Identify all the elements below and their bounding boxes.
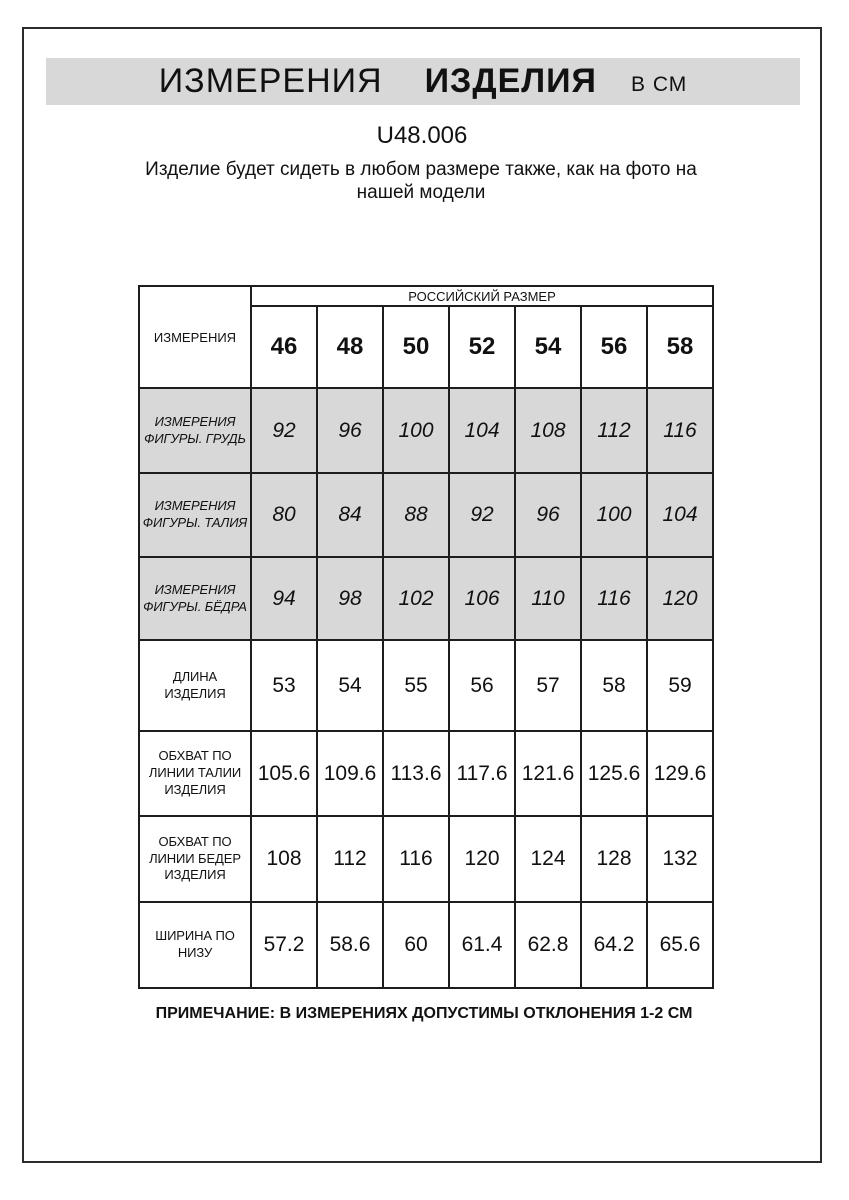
value-cell: 106 <box>449 557 515 640</box>
row-label-cell: ОБХВАТ ПО ЛИНИИ БЕДЕР ИЗДЕЛИЯ <box>139 816 251 902</box>
footnote: ПРИМЕЧАНИЕ: В ИЗМЕРЕНИЯХ ДОПУСТИМЫ ОТКЛОНЕНИЯ 1-2 СМ <box>155 1005 693 1022</box>
table-row <box>139 816 713 902</box>
size-table <box>138 285 714 989</box>
fit-note: Изделие будет сидеть в любом размере также, как на фото на нашей модели <box>145 159 697 203</box>
value-cell: 57 <box>515 640 581 731</box>
title-units: В СМ <box>630 72 688 96</box>
row-label-cell: ОБХВАТ ПО ЛИНИИ ТАЛИИ ИЗДЕЛИЯ <box>139 731 251 816</box>
value-cell: 120 <box>449 816 515 902</box>
table-row <box>139 473 713 557</box>
size-header-cell: 54 <box>515 306 581 388</box>
value-cell: 96 <box>515 473 581 557</box>
value-cell: 108 <box>251 816 317 902</box>
group-header-cell: РОССИЙСКИЙ РАЗМЕР <box>251 286 713 306</box>
value-cell: 100 <box>383 388 449 473</box>
title-measurements: ИЗМЕРЕНИЯ <box>158 62 383 100</box>
value-cell: 102 <box>383 557 449 640</box>
table-row <box>139 557 713 640</box>
value-cell: 92 <box>251 388 317 473</box>
corner-header-cell: ИЗМЕРЕНИЯ <box>139 286 251 388</box>
value-cell: 117.6 <box>449 731 515 816</box>
value-cell: 58 <box>581 640 647 731</box>
value-cell: 58.6 <box>317 902 383 988</box>
value-cell: 64.2 <box>581 902 647 988</box>
value-cell: 54 <box>317 640 383 731</box>
table-row <box>139 731 713 816</box>
value-cell: 84 <box>317 473 383 557</box>
value-cell: 88 <box>383 473 449 557</box>
table-row <box>139 640 713 731</box>
size-header-cell: 46 <box>251 306 317 388</box>
value-cell: 116 <box>581 557 647 640</box>
table-header-group-row <box>139 286 713 306</box>
value-cell: 104 <box>647 473 713 557</box>
value-cell: 56 <box>449 640 515 731</box>
value-cell: 116 <box>647 388 713 473</box>
value-cell: 100 <box>581 473 647 557</box>
value-cell: 108 <box>515 388 581 473</box>
value-cell: 62.8 <box>515 902 581 988</box>
size-header-cell: 52 <box>449 306 515 388</box>
value-cell: 98 <box>317 557 383 640</box>
row-label-cell: ИЗМЕРЕНИЯ ФИГУРЫ. ГРУДЬ <box>139 388 251 473</box>
value-cell: 132 <box>647 816 713 902</box>
value-cell: 124 <box>515 816 581 902</box>
value-cell: 120 <box>647 557 713 640</box>
value-cell: 59 <box>647 640 713 731</box>
value-cell: 104 <box>449 388 515 473</box>
value-cell: 121.6 <box>515 731 581 816</box>
table-row <box>139 388 713 473</box>
value-cell: 113.6 <box>383 731 449 816</box>
size-header-cell: 56 <box>581 306 647 388</box>
title-product: ИЗДЕЛИЯ <box>424 62 597 100</box>
row-label-cell: ШИРИНА ПО НИЗУ <box>139 902 251 988</box>
value-cell: 110 <box>515 557 581 640</box>
article-code: U48.006 <box>376 122 468 149</box>
value-cell: 129.6 <box>647 731 713 816</box>
value-cell: 94 <box>251 557 317 640</box>
value-cell: 80 <box>251 473 317 557</box>
value-cell: 125.6 <box>581 731 647 816</box>
value-cell: 92 <box>449 473 515 557</box>
value-cell: 105.6 <box>251 731 317 816</box>
size-header-cell: 58 <box>647 306 713 388</box>
page-border <box>22 27 822 1163</box>
value-cell: 57.2 <box>251 902 317 988</box>
size-header-cell: 50 <box>383 306 449 388</box>
value-cell: 96 <box>317 388 383 473</box>
value-cell: 61.4 <box>449 902 515 988</box>
size-header-cell: 48 <box>317 306 383 388</box>
value-cell: 65.6 <box>647 902 713 988</box>
row-label-cell: ИЗМЕРЕНИЯ ФИГУРЫ. ТАЛИЯ <box>139 473 251 557</box>
value-cell: 109.6 <box>317 731 383 816</box>
row-label-cell: ИЗМЕРЕНИЯ ФИГУРЫ. БЁДРА <box>139 557 251 640</box>
title-band <box>46 58 800 105</box>
value-cell: 53 <box>251 640 317 731</box>
value-cell: 112 <box>317 816 383 902</box>
value-cell: 112 <box>581 388 647 473</box>
value-cell: 116 <box>383 816 449 902</box>
value-cell: 60 <box>383 902 449 988</box>
value-cell: 55 <box>383 640 449 731</box>
value-cell: 128 <box>581 816 647 902</box>
row-label-cell: ДЛИНА ИЗДЕЛИЯ <box>139 640 251 731</box>
table-row <box>139 902 713 988</box>
